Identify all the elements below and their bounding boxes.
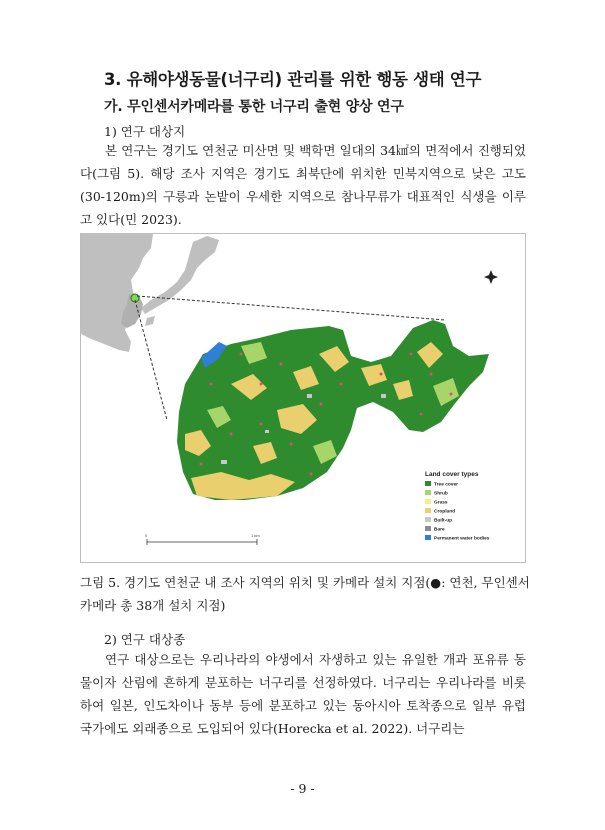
target-species-heading: 2) 연구 대상종 [104,632,186,647]
legend-label-built-up: Built-up [434,518,453,524]
legend-swatch-grass [425,499,431,504]
scale-end-label: 1 km [251,533,260,538]
study-area-figure [80,233,526,563]
legend-label-tree-cover: Tree cover [434,482,459,488]
legend-swatch-water [425,535,431,540]
legend-swatch-cropland [425,508,431,513]
legend [421,466,515,550]
legend-label-shrub: Shrub [434,491,448,497]
section-heading: 3. 유해야생동물(너구리) 관리를 위한 행동 생태 연구 [104,70,482,89]
legend-swatch-bare [425,526,431,531]
legend-label-grass: Grass [434,500,448,506]
legend-label-bare: Bare [434,527,445,533]
land-cover-map [81,234,525,562]
legend-swatch-shrub [425,490,431,495]
scale-start-label: 0 [145,533,148,538]
legend-title: Land cover types [425,471,479,478]
study-area-paragraph: 본 연구는 경기도 연천군 미산면 및 백학면 일대의 34㎢의 면적에서 진행되었다(그림 5). 해당 조사 지역은 경기도 최북단에 위치한 민북지역으로 낮은 고도(30-120m)의 구릉과 논밭이 우세한 지역으로 참나무류가 대표적인 식생을 이루고 있다(민 2023). [80,143,526,227]
legend-label-water: Permanent water bodies [434,536,490,542]
target-species-paragraph: 연구 대상으로는 우리나라의 야생에서 자생하고 있는 유일한 개과 포유류 동물이자 산림에 흔하게 분포하는 너구리를 선정하였다. 너구리는 우리나라를 비롯하여 일본, 인도차이나 동부 등에 분포하고 있는 동아시아 토착종으로 일부 유럽 국가에도 외래종으로 도입되어 있다(Horecka et al. 2022). 너구리는 [80,652,526,736]
legend-swatch-built-up [425,517,431,522]
study-area-heading: 1) 연구 대상지 [104,124,186,139]
legend-label-cropland: Cropland [434,509,456,515]
legend-swatch-tree-cover [425,481,431,486]
page-number: - 9 - [290,781,315,796]
legend-item [425,535,490,542]
figure-caption: 그림 5. 경기도 연천군 내 조사 지역의 위치 및 카메라 설치 지점(●: 연천, 무인센서카메라 총 38개 설치 지점) [80,575,530,613]
subsection-heading: 가. 무인센서카메라를 통한 너구리 출현 양상 연구 [104,99,404,115]
